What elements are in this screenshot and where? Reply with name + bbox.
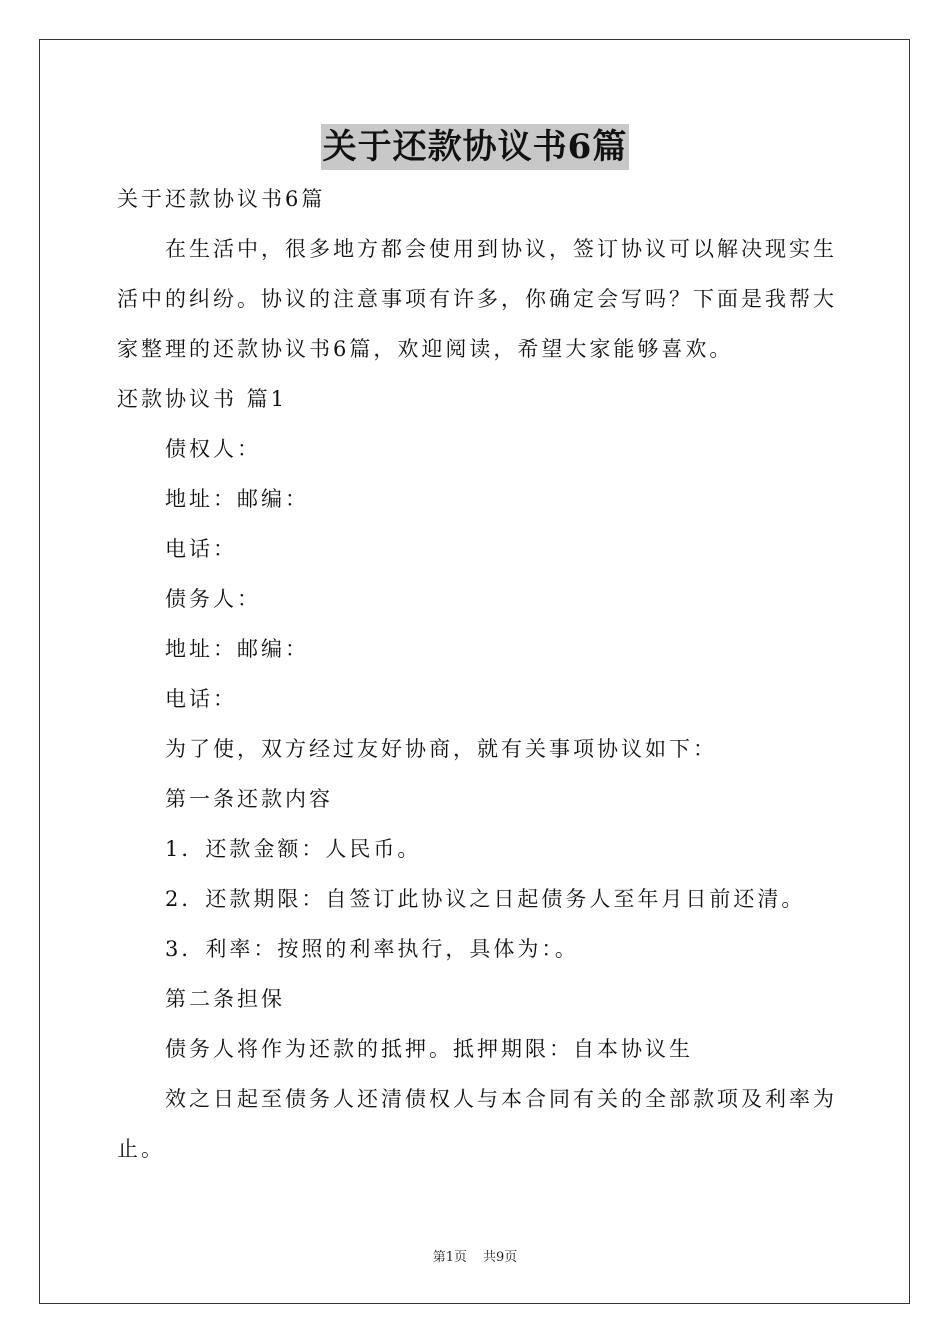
subtitle-line: 关于还款协议书6篇: [117, 187, 326, 211]
title-wrap: [0, 124, 950, 170]
page-number: 第1页: [432, 1250, 467, 1265]
page-border: [39, 39, 910, 1304]
paragraph-line: 第一条还款内容: [165, 787, 333, 811]
paragraph-line: 2．还款期限：自签订此协议之日起债务人至年月日前还清。: [165, 887, 806, 911]
section-heading: 还款协议书 篇1: [117, 387, 288, 411]
paragraph-line: 1．还款金额：人民币。: [165, 837, 422, 861]
paragraph-line: 电话：: [165, 537, 237, 561]
page-footer: [0, 1246, 950, 1265]
paragraph-line: 债务人将作为还款的抵押。抵押期限：自本协议生: [165, 1037, 693, 1061]
paragraph-line: 家整理的还款协议书6篇，欢迎阅读，希望大家能够喜欢。: [117, 337, 734, 361]
paragraph-line: 债务人：: [165, 587, 261, 611]
paragraph-line: 第二条担保: [165, 987, 285, 1011]
paragraph-line: 地址：邮编：: [165, 487, 309, 511]
paragraph-line: 地址：邮编：: [165, 637, 309, 661]
page-total: 共9页: [483, 1250, 518, 1265]
paragraph-line: 效之日起至债务人还清债权人与本合同有关的全部款项及利率为: [165, 1087, 837, 1111]
paragraph-line: 在生活中，很多地方都会使用到协议，签订协议可以解决现实生: [165, 237, 837, 261]
paragraph-line: 3．利率：按照的利率执行，具体为：。: [165, 937, 579, 961]
paragraph-line: 止。: [117, 1137, 165, 1161]
document-title: 关于还款协议书6篇: [321, 124, 630, 170]
paragraph-line: 活中的纠纷。协议的注意事项有许多，你确定会写吗？下面是我帮大: [117, 287, 837, 311]
paragraph-line: 为了使，双方经过友好协商，就有关事项协议如下：: [165, 737, 717, 761]
paragraph-line: 债权人：: [165, 437, 261, 461]
paragraph-line: 电话：: [165, 687, 237, 711]
